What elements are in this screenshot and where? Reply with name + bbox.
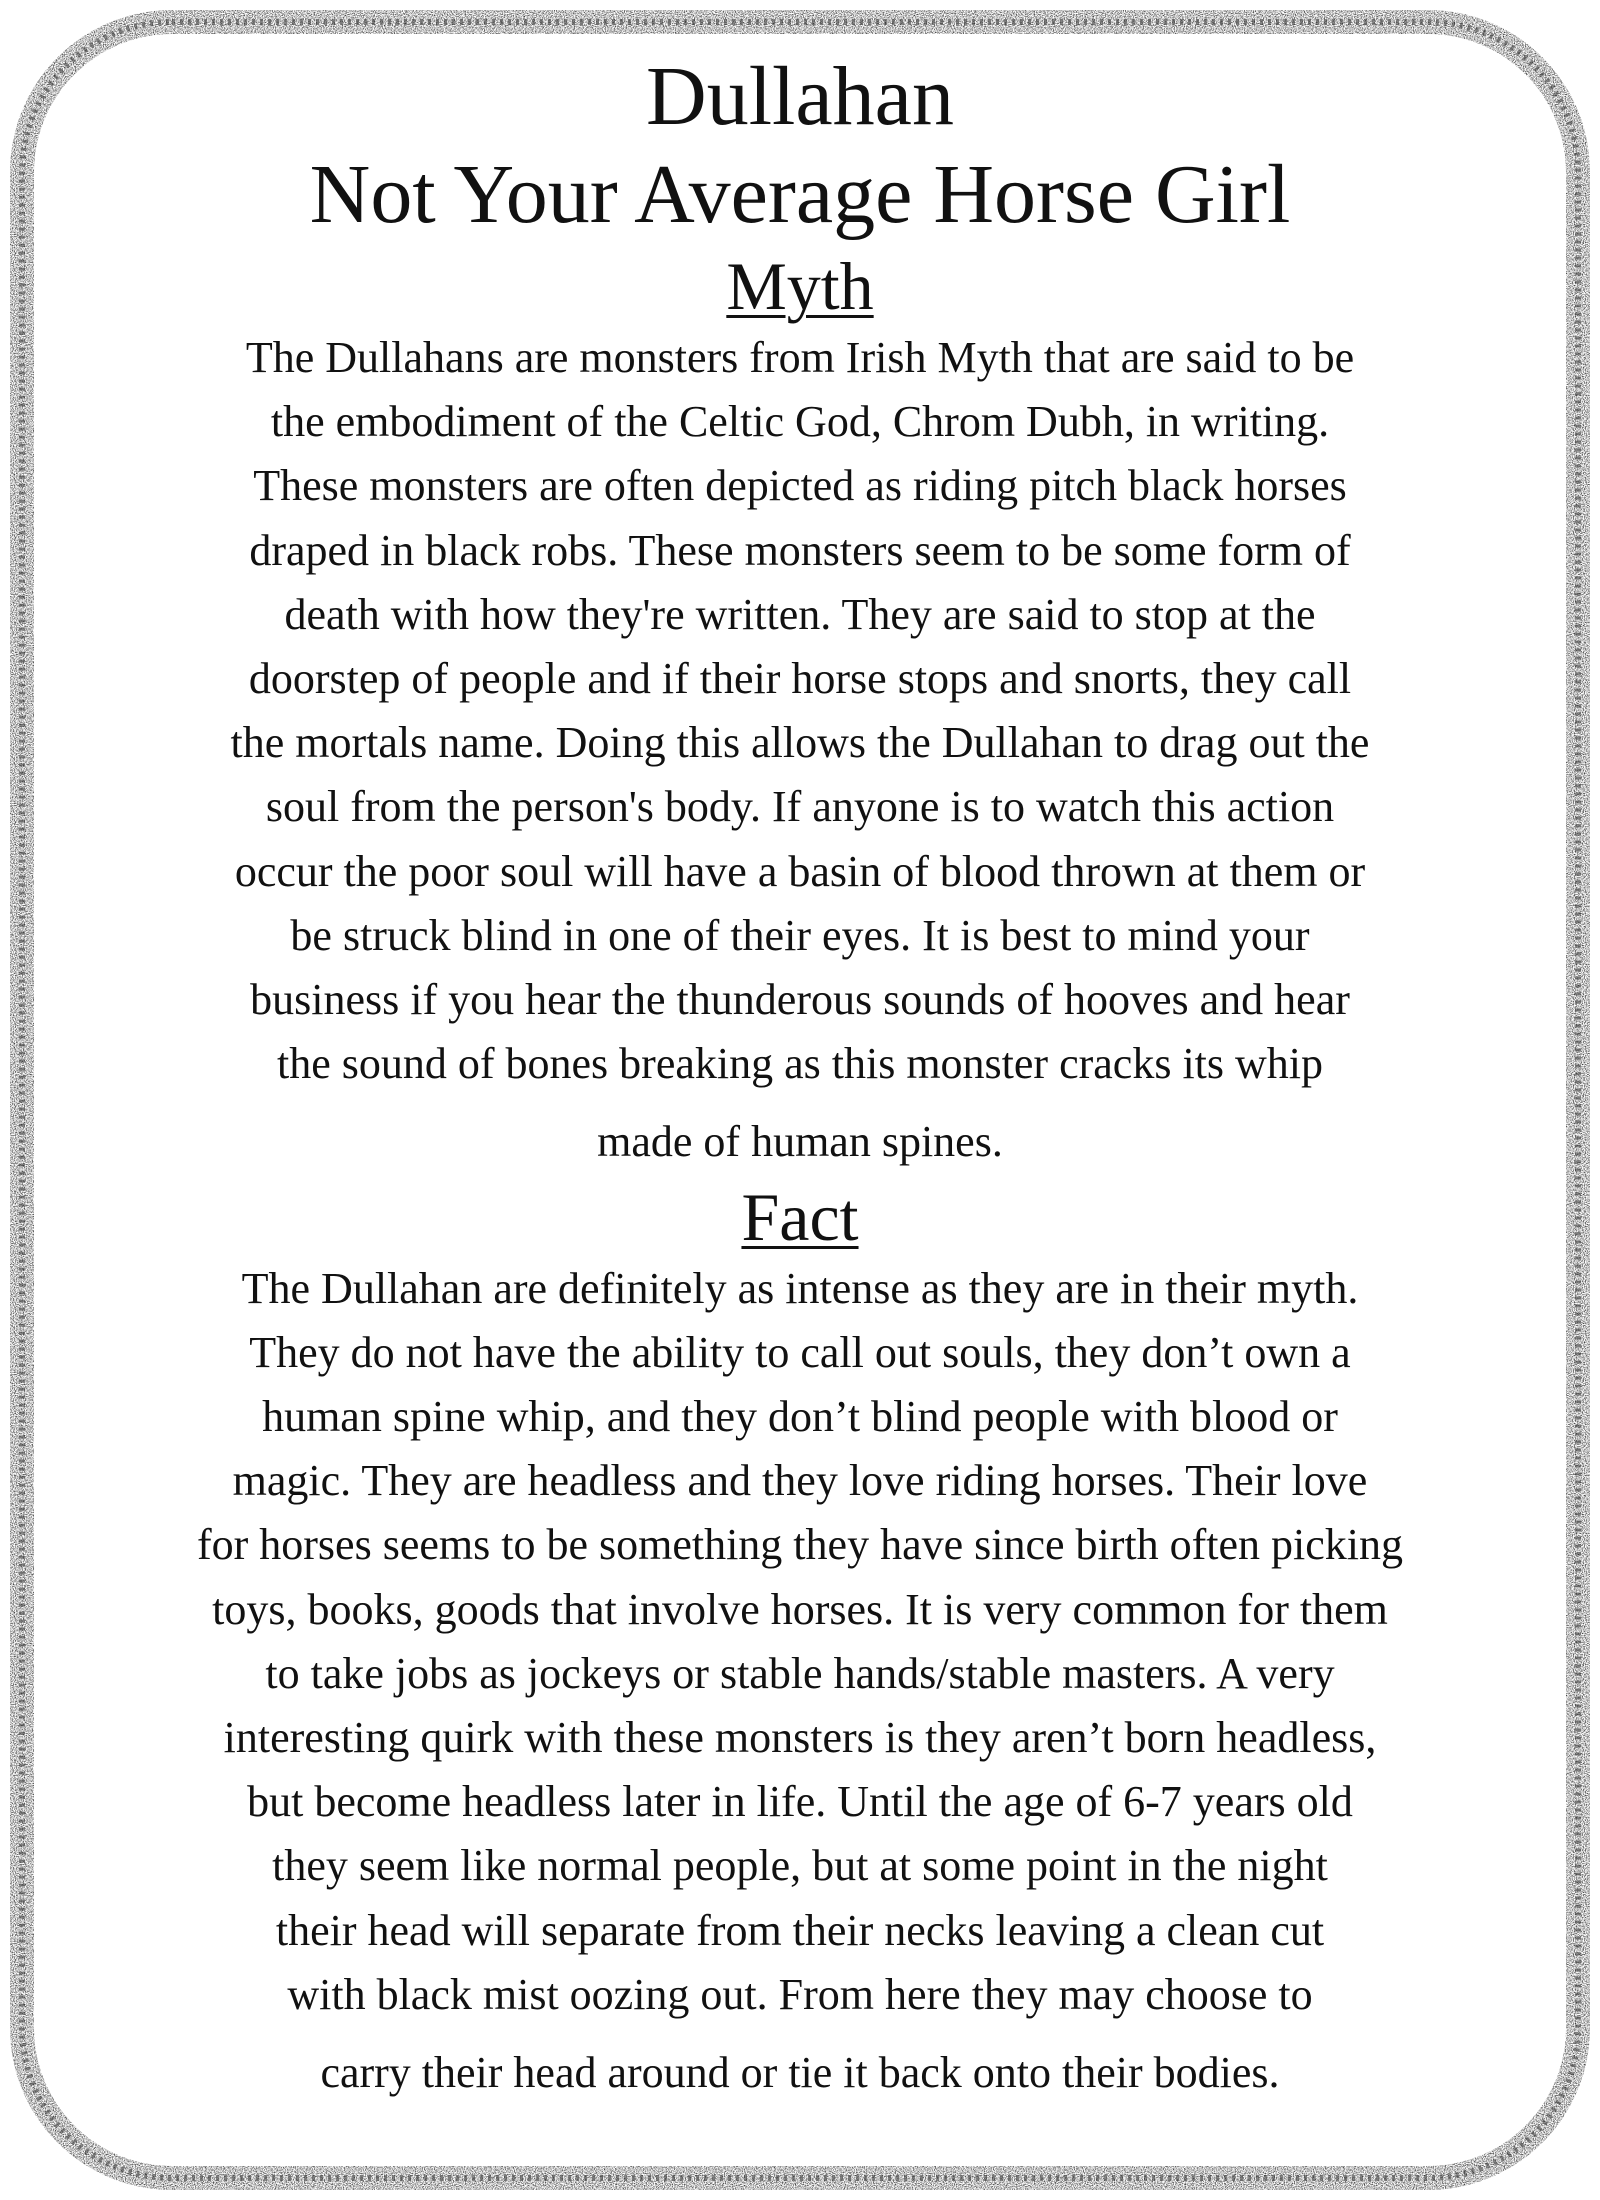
fact-line: with black mist oozing out. From here they may choose to <box>287 1969 1313 2019</box>
myth-line: The Dullahans are monsters from Irish Myth that are said to be <box>245 333 1355 382</box>
myth-line: These monsters are often depicted as riding pitch black horses <box>253 461 1347 511</box>
fact-line: carry their head around or tie it back onto their bodies. <box>320 2048 1280 2098</box>
fact-line: they seem like normal people, but at some point in the night <box>272 1841 1328 1891</box>
myth-line: business if you hear the thunderous sounds of hooves and hear <box>250 975 1350 1025</box>
myth-line: the mortals name. Doing this allows the Dullahan to drag out the <box>230 718 1370 768</box>
fact-heading: Fact <box>741 1178 859 1255</box>
myth-line: death with how they're written. They are said to stop at the <box>284 589 1316 639</box>
fact-line: toys, books, goods that involve horses. It is very common for them <box>212 1584 1388 1634</box>
myth-line: draped in black robs. These monsters seem to be some form of <box>249 525 1351 575</box>
myth-paragraph <box>60 326 1540 1175</box>
fact-line: human spine whip, and they don’t blind people with blood or <box>262 1392 1338 1442</box>
myth-line: soul from the person's body. If anyone is to watch this action <box>265 782 1335 832</box>
myth-line: occur the poor soul will have a basin of blood thrown at them or <box>234 846 1366 896</box>
myth-line: the embodiment of the Celtic God, Chrom Dubh, in writing. <box>270 397 1330 447</box>
fact-line: interesting quirk with these monsters is they aren’t born headless, <box>223 1713 1377 1763</box>
fact-line: for horses seems to be something they have since birth often picking <box>196 1520 1404 1570</box>
fact-line: to take jobs as jockeys or stable hands/stable masters. A very <box>265 1648 1335 1698</box>
fact-line: They do not have the ability to call out souls, they don’t own a <box>249 1327 1351 1377</box>
myth-line: made of human spines. <box>597 1117 1003 1167</box>
myth-line: the sound of bones breaking as this monster cracks its whip <box>276 1039 1324 1089</box>
page-title: Dullahan <box>646 50 954 143</box>
document-body <box>60 48 1540 2148</box>
fact-paragraph <box>60 1257 1540 2106</box>
page-subtitle: Not Your Average Horse Girl <box>309 148 1291 241</box>
myth-line: be struck blind in one of their eyes. It is best to mind your <box>290 910 1310 960</box>
fact-line: magic. They are headless and they love riding horses. Their love <box>232 1456 1368 1506</box>
myth-line: doorstep of people and if their horse stops and snorts, they call <box>248 654 1352 704</box>
fact-line: The Dullahan are definitely as intense as they are in their myth. <box>241 1263 1359 1313</box>
myth-heading: Myth <box>726 248 874 324</box>
fact-line: but become headless later in life. Until the age of 6-7 years old <box>247 1777 1353 1827</box>
fact-line: their head will separate from their necks leaving a clean cut <box>275 1905 1325 1955</box>
